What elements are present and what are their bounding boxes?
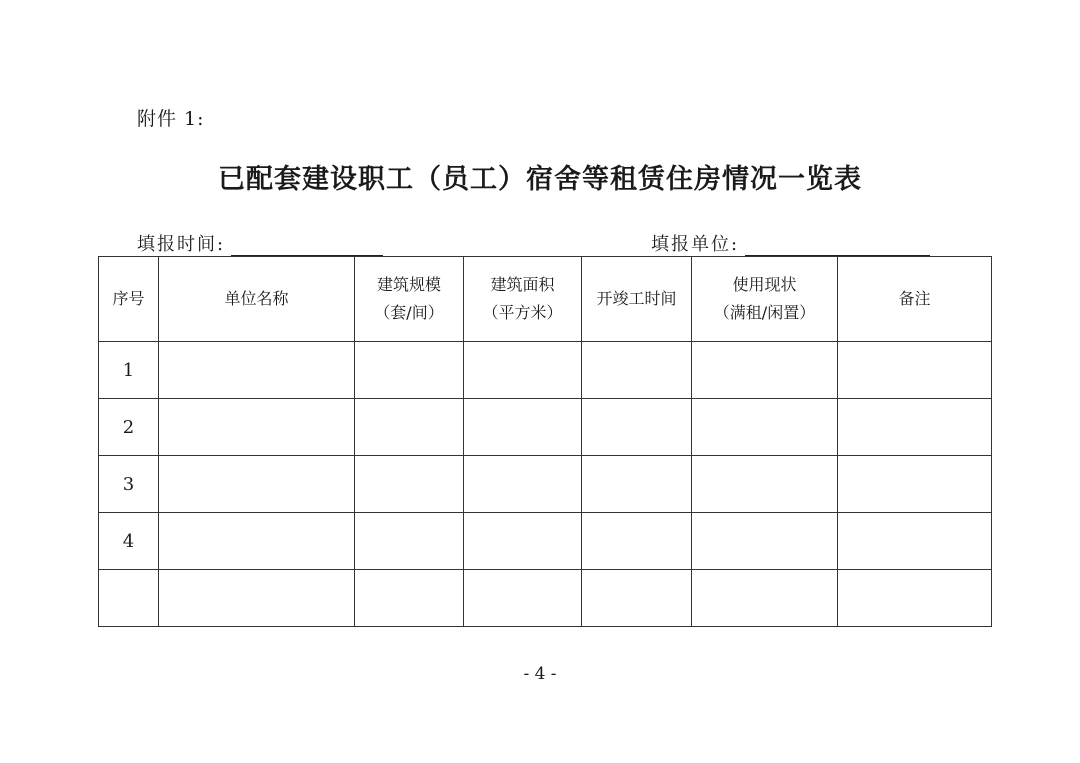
fill-time-field bbox=[137, 230, 383, 256]
table-row bbox=[99, 513, 992, 570]
table-cell bbox=[355, 456, 464, 513]
table-cell bbox=[159, 513, 355, 570]
table-row bbox=[99, 342, 992, 399]
page-number: - 4 - bbox=[523, 664, 557, 684]
table-cell bbox=[838, 456, 992, 513]
table-cell bbox=[582, 513, 692, 570]
table-cell bbox=[692, 513, 838, 570]
table-cell bbox=[355, 513, 464, 570]
table-cell bbox=[464, 456, 582, 513]
fill-unit-blank-line bbox=[745, 235, 930, 256]
table-cell bbox=[692, 456, 838, 513]
row-index-cell: 3 bbox=[99, 456, 159, 513]
table-cell bbox=[582, 570, 692, 627]
table-header-row bbox=[99, 257, 992, 342]
table-cell bbox=[464, 513, 582, 570]
fill-unit-label: 填报单位: bbox=[651, 234, 740, 255]
table-row bbox=[99, 570, 992, 627]
header-cell: 序号 bbox=[99, 257, 159, 342]
table-cell bbox=[159, 456, 355, 513]
table-cell bbox=[464, 399, 582, 456]
row-index-cell: 1 bbox=[99, 342, 159, 399]
table-cell bbox=[692, 570, 838, 627]
table-row bbox=[99, 399, 992, 456]
fill-unit-field bbox=[651, 230, 930, 256]
table-cell bbox=[582, 342, 692, 399]
table-cell bbox=[838, 342, 992, 399]
table-cell bbox=[355, 399, 464, 456]
table-cell bbox=[159, 342, 355, 399]
table-cell bbox=[838, 570, 992, 627]
table-cell bbox=[464, 570, 582, 627]
row-index-cell: 2 bbox=[99, 399, 159, 456]
header-cell: 建筑面积 （平方米） bbox=[464, 257, 582, 342]
table-cell bbox=[582, 399, 692, 456]
page-title: 已配套建设职工（员工）宿舍等租赁住房情况一览表 bbox=[218, 164, 862, 195]
header-cell: 单位名称 bbox=[159, 257, 355, 342]
table-cell bbox=[692, 399, 838, 456]
header-cell: 备注 bbox=[838, 257, 992, 342]
table-cell bbox=[159, 570, 355, 627]
table-cell bbox=[838, 513, 992, 570]
table-row bbox=[99, 456, 992, 513]
fill-time-blank-line bbox=[231, 235, 383, 256]
housing-table bbox=[98, 256, 992, 627]
header-cell: 使用现状 （满租/闲置） bbox=[692, 257, 838, 342]
row-index-cell bbox=[99, 570, 159, 627]
table-cell bbox=[464, 342, 582, 399]
table-cell bbox=[159, 399, 355, 456]
table-cell bbox=[692, 342, 838, 399]
attachment-label: 附件 1: bbox=[137, 108, 205, 130]
table-cell bbox=[355, 570, 464, 627]
header-cell: 建筑规模 （套/间） bbox=[355, 257, 464, 342]
table-cell bbox=[838, 399, 992, 456]
row-index-cell: 4 bbox=[99, 513, 159, 570]
table-cell bbox=[355, 342, 464, 399]
header-cell: 开竣工时间 bbox=[582, 257, 692, 342]
table-cell bbox=[582, 456, 692, 513]
fill-time-label: 填报时间: bbox=[137, 234, 226, 255]
